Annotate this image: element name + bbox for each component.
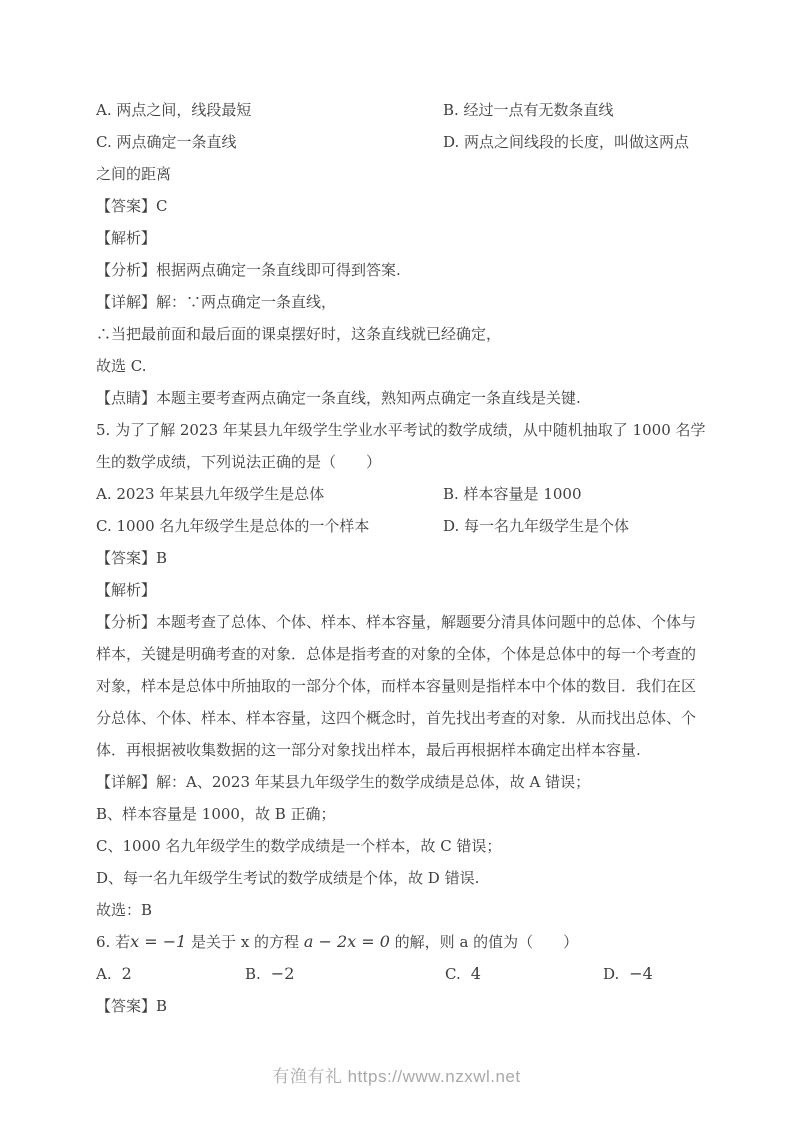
q5-analysis-line-4: 分总体、个体、样本、样本容量，这四个概念时，首先找出考查的对象．从而找出总体、个 <box>96 709 697 727</box>
q5-option-d: D. 每一名九年级学生是个体 <box>443 517 630 535</box>
document-content <box>96 94 708 1022</box>
q5-analysis-line-2: 样本，关键是明确考查的对象．总体是指考查的对象的全体，个体是总体中的每一个考查的 <box>96 645 697 663</box>
q6-stem-prefix: 6. 若 <box>96 933 131 951</box>
q5-options-row-2 <box>96 510 708 542</box>
q6-option-c <box>445 958 481 990</box>
q4-option-a: A. 两点之间，线段最短 <box>96 101 252 119</box>
q6-stem-math-2: a − 2x = 0 <box>303 932 390 951</box>
q6-option-b-label: B. <box>245 965 261 983</box>
q4-option-d-continuation: 之间的距离 <box>96 165 172 183</box>
q5-option-a: A. 2023 年某县九年级学生是总体 <box>96 485 325 503</box>
q4-analysis: 【分析】根据两点确定一条直线即可得到答案. <box>96 261 401 279</box>
q6-stem-math-1: x = −1 <box>130 932 187 951</box>
q6-option-c-label: C. <box>445 965 461 983</box>
site-watermark: 有渔有礼 https://www.nzxwl.net <box>272 1067 521 1086</box>
q6-stem-suffix: 的解，则 a 的值为（ ） <box>389 933 579 951</box>
q5-detail-line-2: B、样本容量是 1000，故 B 正确； <box>96 805 336 823</box>
q4-option-b: B. 经过一点有无数条直线 <box>443 101 614 119</box>
q5-conclusion: 故选：B <box>96 901 153 919</box>
q6-option-d <box>603 958 653 990</box>
q6-option-a <box>96 958 132 990</box>
q6-option-a-label: A. <box>96 965 112 983</box>
q4-answer: 【答案】C <box>96 197 168 215</box>
q5-detail-line-1: 【详解】解：A、2023 年某县九年级学生的数学成绩是总体，故 A 错误； <box>96 773 591 791</box>
q5-analysis-header: 【解析】 <box>96 581 157 599</box>
q6-option-b-value: −2 <box>270 964 295 983</box>
q4-detail-line-1: 【详解】解：∵两点确定一条直线， <box>96 293 337 311</box>
q4-option-c: C. 两点确定一条直线 <box>96 133 237 151</box>
q5-option-c: C. 1000 名九年级学生是总体的一个样本 <box>96 517 370 535</box>
q4-option-d: D. 两点之间线段的长度，叫做这两点 <box>443 133 690 151</box>
q5-detail-line-4: D、每一名九年级学生考试的数学成绩是个体，故 D 错误. <box>96 869 480 887</box>
q5-analysis-line-3: 对象，样本是总体中所抽取的一部分个体，而样本容量则是指样本中个体的数目．我们在区 <box>96 677 697 695</box>
q6-stem-mid: 是关于 x 的方程 <box>186 933 304 951</box>
q6-stem <box>96 926 708 958</box>
q4-options-row-1 <box>96 94 708 126</box>
q6-option-a-value: 2 <box>121 964 132 983</box>
q4-analysis-header: 【解析】 <box>96 229 157 247</box>
q6-options-row <box>96 958 708 990</box>
q6-option-b <box>245 958 294 990</box>
q5-options-row-1 <box>96 478 708 510</box>
q5-detail-line-3: C、1000 名九年级学生的数学成绩是一个样本，故 C 错误； <box>96 837 502 855</box>
q5-analysis-line-1: 【分析】本题考查了总体、个体、样本、样本容量，解题要分清具体问题中的总体、个体与 <box>96 613 697 631</box>
q6-option-c-value: 4 <box>470 964 481 983</box>
q6-answer: 【答案】B <box>96 997 168 1015</box>
q6-option-d-value: −4 <box>629 964 653 983</box>
q5-stem-line-1: 5. 为了了解 2023 年某县九年级学生学业水平考试的数学成绩，从中随机抽取了 1000 名学 <box>96 421 706 439</box>
q6-option-d-label: D. <box>603 965 620 983</box>
q5-option-b: B. 样本容量是 1000 <box>443 485 582 503</box>
q5-answer: 【答案】B <box>96 549 168 567</box>
q5-analysis-line-5: 体．再根据被收集数据的这一部分对象找出样本，最后再根据样本确定出样本容量. <box>96 741 641 759</box>
q5-stem-line-2: 生的数学成绩，下列说法正确的是（ ） <box>96 453 382 471</box>
q4-options-row-2 <box>96 126 708 158</box>
q4-tips: 【点睛】本题主要考查两点确定一条直线，熟知两点确定一条直线是关键. <box>96 389 581 407</box>
q4-conclusion: 故选 C. <box>96 357 147 375</box>
q4-detail-line-2: ∴当把最前面和最后面的课桌摆好时，这条直线就已经确定， <box>96 325 502 343</box>
